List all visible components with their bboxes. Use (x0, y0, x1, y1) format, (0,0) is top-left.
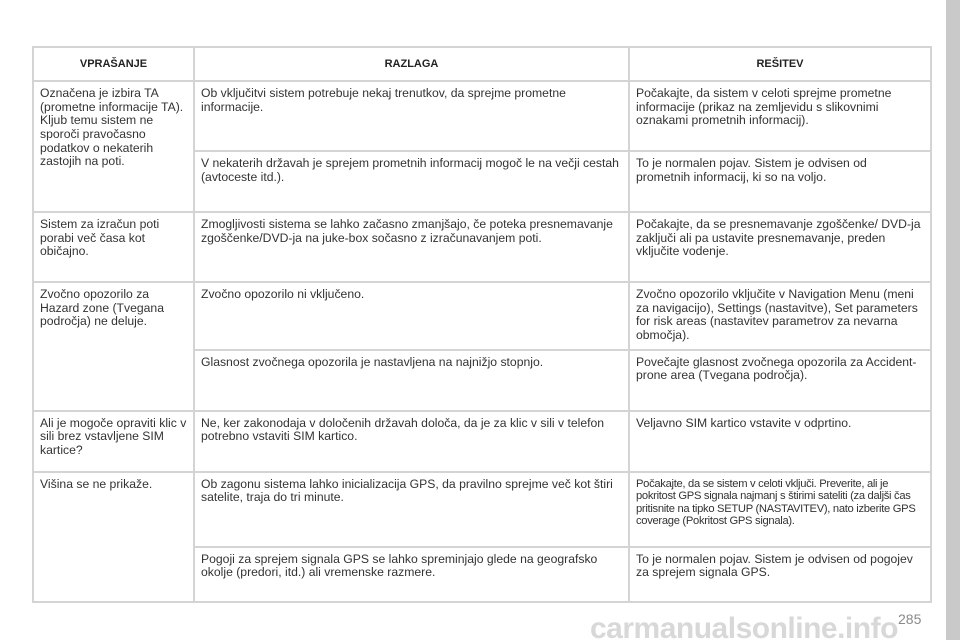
explanation-cell: Zmogljivosti sistema se lahko začasno zmanjšajo, če poteka presnemavanje zgoščenke/DVD-ja na juke-box sočasno z izračunavanjem poti. (194, 212, 629, 282)
question-cell: Zvočno opozorilo za Hazard zone (Tvegana področja) ne deluje. (33, 282, 194, 411)
table-row (33, 411, 931, 472)
solution-cell: Veljavno SIM kartico vstavite v odprtino. (629, 411, 931, 472)
explanation-cell: Ne, ker zakonodaja v določenih državah določa, da je za klic v sili v telefon potrebno vstaviti SIM kartico. (194, 411, 629, 472)
explanation-cell: Pogoji za sprejem signala GPS se lahko spreminjajo glede na geografsko okolje (predori, itd.) ali vremenske razmere. (194, 547, 629, 602)
question-cell: Ali je mogoče opraviti klic v sili brez vstavljene SIM kartice? (33, 411, 194, 472)
explanation-cell: V nekaterih državah je sprejem prometnih informacij mogoč le na večji cestah (avtoceste itd.). (194, 151, 629, 212)
question-cell: Višina se ne prikaže. (33, 472, 194, 602)
explanation-cell: Ob vključitvi sistem potrebuje nekaj trenutkov, da sprejme prometne informacije. (194, 81, 629, 151)
table-row (33, 472, 931, 547)
header-question: VPRAŠANJE (33, 47, 194, 81)
solution-cell: Počakajte, da sistem v celoti sprejme prometne informacije (prikaz na zemljevidu s slikovnimi oznakami prometnih informacij). (629, 81, 931, 151)
table-header-row (33, 47, 931, 81)
explanation-cell: Glasnost zvočnega opozorila je nastavljena na najnižjo stopnjo. (194, 350, 629, 411)
table-row (33, 81, 931, 151)
table-row (33, 212, 931, 282)
explanation-cell: Zvočno opozorilo ni vključeno. (194, 282, 629, 350)
header-solution: REŠITEV (629, 47, 931, 81)
troubleshooting-table (32, 46, 932, 603)
solution-cell: To je normalen pojav. Sistem je odvisen od prometnih informacij, ki so na voljo. (629, 151, 931, 212)
watermark: carmanualsonline.info (590, 612, 898, 640)
table-row (33, 282, 931, 350)
header-explanation: RAZLAGA (194, 47, 629, 81)
solution-cell: Počakajte, da se sistem v celoti vključi. Preverite, ali je pokritost GPS signala najmanj s štirimi sateliti (za daljši čas pritisnite na tipko SETUP (NASTAVITEV), nato izberite GPS coverage (Pokritost GPS signala). (629, 472, 931, 547)
question-cell: Označena je izbira TA (prometne informacije TA). Kljub temu sistem ne sporoči pravočasno podatkov o nekaterih zastojih na poti. (33, 81, 194, 212)
page-number: 285 (898, 611, 922, 627)
solution-cell: Zvočno opozorilo vključite v Navigation Menu (meni za navigacijo), Settings (nastavitve), Set parameters for risk areas (nastavitev parametrov za nevarna območja). (629, 282, 931, 350)
page-edge-bar (946, 0, 960, 640)
solution-cell: Počakajte, da se presnemavanje zgoščenke/ DVD-ja zaključi ali pa ustavite presnemavanje, preden vključite vodenje. (629, 212, 931, 282)
explanation-cell: Ob zagonu sistema lahko inicializacija GPS, da pravilno sprejme več kot štiri satelite, traja do tri minute. (194, 472, 629, 547)
solution-cell: To je normalen pojav. Sistem je odvisen od pogojev za sprejem signala GPS. (629, 547, 931, 602)
question-cell: Sistem za izračun poti porabi več časa kot običajno. (33, 212, 194, 282)
solution-cell: Povečajte glasnost zvočnega opozorila za Accident-prone area (Tvegana področja). (629, 350, 931, 411)
